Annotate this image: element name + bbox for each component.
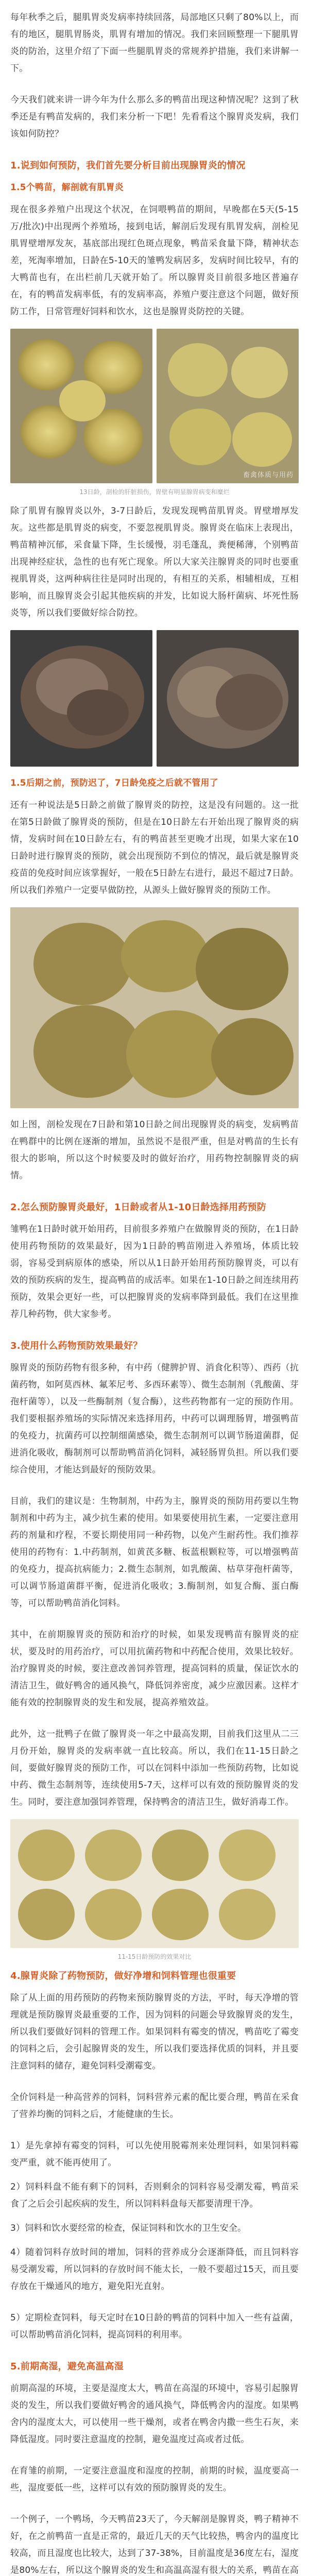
section-heading: 5.前期高湿，避免高温高湿 <box>10 2361 124 2372</box>
photo-chick-stomach-right <box>157 329 299 483</box>
photo-block <box>10 1819 299 1962</box>
body-paragraph: 除了肌胃有腺胃炎以外，3-7日龄后，发现发现鸭苗肌胃炎。胃壁增厚发灰。这些都是肌胃炎的病变，不要忽视肌胃炎。腺胃炎在临床上表现出，鸭苗精神沉郁，采食量下降，生长缓慢，羽毛蓬乱，粪便稀薄，个别鸭苗出现神经症状，急性的也有死亡现象。所以大家关注腺胃炎的同时也要重视肌胃炎，这两种病往往是同时出现的，有相互的关系，相辅相成，互相影响，而且腺胃炎会引起其他疾病的并发，比如说大肠杆菌病、坏死性肠炎等，所以我们要做好综合防控。 <box>10 506 299 618</box>
photo-block <box>10 630 299 775</box>
body-paragraph: 现在很多养殖户出现这个状况，在饲喂鸭苗的期间，早晚都在5天(5-15万/批次)中出现两个养殖场，接到电话，解剖后发现有肌胃发病，剖检见肌胃壁增厚发灰，基底部出现红色斑点现象，鸭苗采食量下降，精神状态差，死淘率增加，日龄在5-10天的雏鸭发病居多，发病时间比较早，有的大鸭苗也有，在出栏前几天就开始了。所以腺胃炎目前很多地区普遍存在，有的鸭苗发病率低，有的发病率高，养殖户要注意这个问题，做好预防工作，日常管理好饲料和饮水，这也是腺胃炎防控的关键。 <box>10 205 299 317</box>
body-paragraph: 腺胃炎的预防药物有很多种，有中药（健脾护胃、消食化积等）、西药（抗菌药物，如阿莫西林、氟苯尼考、多西环素等）、微生态制剂（乳酸菌、芽孢杆菌等），以及一些酶制剂（复合酶），这些药物都有一定的预防作用。我们要根据养殖场的实际情况来选择用药，中药可以调理肠胃，增强鸭苗的免疫力，抗菌药可以控制细菌感染，微生态制剂可以调节肠道菌群，促进消化吸收，酶制剂可以帮助鸭苗消化饲料，减轻肠胃负担。所以我们要综合使用，才能达到最好的预防效果。 <box>10 1363 299 1475</box>
intro-paragraph: 每年秋季之后，腿肌胃炎发病率持续回落，局部地区只剩了80%以上，而有的地区，腿肌胃肠炎，肌胃有增加的情况。我们来回顾整理一下腿肌胃炎的防治，这里介绍了下面一些腿肌胃炎的常规养护措施，我们来讲解一下。 <box>10 12 299 74</box>
body-paragraph: 雏鸭在1日龄时就开始用药，目前很多养殖户在做腺胃炎的预防，在1日龄使用药物预防的效果最好，因为1日龄的鸭苗刚进入养殖场，体质比较弱，容易受到病原体的感染，所以从1日龄开始用药预防腺胃炎，可以有效的预防疾病的发生，提高鸭苗的成活率。如果在1-10日龄之间连续用药预防，效果会更好一些，可以把腺胃炎的发病率降到最低。我们在这里推荐几种药物，供大家参考。 <box>10 1224 299 1319</box>
photo-wide-dissection <box>10 907 299 1108</box>
list-item: 4）随着饲料存放时间的增加，饲料的营养成分会逐渐降低，而且饲料容易受潮发霉，所以饲料的存放时间不能太长，一般不要超过15天，而且要存放在干燥通风的地方，避免阳光直射。 <box>10 2247 299 2292</box>
photo-caption: 11-15日龄预防的效果对比 <box>117 1953 192 1960</box>
photo-block <box>10 329 299 498</box>
body-paragraph: 此外，这一批鸭子在做了腺胃炎一年之中最高发期，目前我们这里从二三月份开始，腺胃炎的发病率就一直比较高。所以，我们在11-15日龄之间，要做好腺胃炎的预防工作，可以在饲料中添加一些预防药物，比如说中药、微生态制剂等，连续使用5-7天，这样可以有效的预防腺胃炎的发生。同时，要注意加强饲养管理，保持鸭舍的清洁卫生，做好消毒工作。 <box>10 1729 299 1807</box>
body-paragraph: 除了从上面的用药预防的药物来预防腺胃炎的方法，平时，每天净增的管理就是预防腺胃炎最重要的工作，因为饲料的问题会导致腺胃炎的发生，所以我们要做好饲料的管理工作。如果饲料有霉变的情况，鸭苗吃了霉变的饲料之后，会引起腺胃炎的发生，所以我们要选择优质的饲料，并且要注意饲料的储存，避免饲料受潮霉变。 <box>10 1993 299 2071</box>
section-heading: 3.使用什么药物预防效果最好？ <box>10 1341 143 1351</box>
photo-block <box>10 907 299 1116</box>
body-paragraph: 还有一种说法是5日龄之前做了腺胃炎的防控，这是没有问题的。这一批在第5日龄做了腺胃炎的预防，但是在10日龄左右开始出现了腺胃炎的病情，发病时间在10日龄左右，有的鸭苗甚至更晚才出现，如果大家在10日龄时进行腺胃炎的预防，就会出现预防不到位的情况，最后就是腺胃炎疫苗的免疫时间应该掌握好，一般在5日龄左右进行，最迟不超过7日龄。所以我们养殖户一定要早做防控，从源头上做好腺胃炎的预防工作。 <box>10 800 299 895</box>
photo-lesion-right <box>157 630 299 767</box>
subsection-heading: 1.5后期之前，预防迟了，7日龄免疫之后就不管用了 <box>10 778 218 788</box>
body-paragraph: 一个例子，一个鸭场，今天鸭苗23天了，今天解剖是腺胃炎，鸭子精神不好，在之前鸭苗一直是正常的，最近几天的天气比较热，鸭舍内的温度比较高，而且湿度也比较大，达到了37-38%，目前温度是36度左右，湿度是80%左右，所以这个腺胃炎的发生和高温高湿有很大的关系，鸭苗在高 <box>10 2514 299 2575</box>
intro-paragraph: 今天我们就来讲一讲今年为什么那么多的鸭苗出现这种情况呢？这到了秋季还是有鸭苗发病的，我们来分析一下吧！先看看这个腺胃炎发病，我们该如何防控？ <box>10 95 299 139</box>
body-paragraph: 如上图，剖检发现在7日龄和第10日龄之间出现腺胃炎的病变，发病鸭苗在鸭群中的比例在逐渐的增加，虽然说不是很严重，但是对鸭苗的生长有很大的影响，所以这个时候要及时的做好治疗，用药物控制腺胃炎的病情。 <box>10 1120 299 1181</box>
body-paragraph: 在育雏的前期，一定要注意温度和湿度的控制，前期的时候，温度要高一些，湿度要低一些，这样可以有效的预防腺胃炎的发生。 <box>10 2466 299 2493</box>
photo-caption: 13日龄，剖检的肝脏损伤，胃壁有明显腺胃病变和糜烂 <box>79 488 230 496</box>
section-heading: 4.腺胃炎除了药物预防，做好净增和饲料管理也很重要 <box>10 1971 236 1981</box>
list-item: 2）饲料料盘不能有剩下的饲料，否则剩余的饲料容易受潮发霉，鸭苗采食了之后会引起疾病的发生，所以饲料料盘每天都要清理干净。 <box>10 2182 299 2209</box>
section-heading: 1.说到如何预防，我们首先要分析目前出现腺胃炎的情况 <box>10 160 246 171</box>
body-paragraph: 5）定期检查饲料，每天定时在10日龄的鸭苗的饲料中加入一些有益菌，可以帮助鸭苗消化饲料，提高饲料的利用率。 <box>10 2313 299 2340</box>
list-item: 1）是先拿掉有霉变的饲料，可以先使用脱霉剂来处理饲料，如果饲料霉变严重，就不能再使用了。 <box>10 2141 299 2168</box>
photo-lesion-left <box>10 630 152 767</box>
body-paragraph: 其中，在前期腺胃炎的预防和治疗的时候，如果发现鸭苗有腺胃炎的症状，要及时的用药治疗，可以用抗菌药物和中药配合使用，效果比较好。治疗腺胃炎的时候，要注意改善饲养管理，提高饲料的质量，保证饮水的清洁卫生，做好鸭舍的通风换气，降低饲养密度，减少应激因素。这样才能有效的控制腺胃炎的发生和发展，提高养殖效益。 <box>10 1630 299 1708</box>
list-item: 3）饲料和饮水要经常的检查，保证饲料和饮水的卫生安全。 <box>10 2223 247 2233</box>
body-paragraph: 前期高湿的环境，主要是湿度太大，鸭苗在高湿的环境中，容易引起腺胃炎的发生，所以我们要做好鸭舍的通风换气，降低鸭舍内的湿度。如果鸭舍内的湿度太大，可以使用一些干燥剂，或者在鸭舍内撒一些生石灰，来降低湿度。同时要注意温度的控制，避免温度过高或者过低。 <box>10 2383 299 2445</box>
section-heading: 2.怎么预防腺胃炎最好，1日龄或者从1-10日龄选择用药预防 <box>10 1202 266 1213</box>
photo-chick-stomach-left <box>10 329 152 483</box>
photo-comparison-grid <box>10 1819 299 1948</box>
watermark: 畜禽体质与用药 <box>243 471 294 479</box>
subsection-heading: 1.5个鸭苗，解剖就有肌胃炎 <box>10 182 124 193</box>
body-paragraph: 全价饲料是一种高营养的饲料，饲料营养元素的配比要合理，鸭苗在采食了营养均衡的饲料之后，才能健康的生长。 <box>10 2092 299 2120</box>
body-paragraph: 目前，我们的建议是：生物制剂，中药为主，腺胃炎的预防用药要以生物制剂和中药为主，减少抗生素的使用。如果要使用抗生素，一定要注意用药的剂量和疗程，不要长期使用同一种药物，以免产生耐药性。我们推荐使用的药物有：1.中药制剂，如黄芪多糖、板蓝根颗粒等，可以增强鸭苗的免疫力，提高抗病能力；2.微生态制剂，如乳酸菌、枯草芽孢杆菌等，可以调节肠道菌群平衡，促进消化吸收；3.酶制剂，如复合酶、蛋白酶等，可以帮助鸭苗消化饲料。 <box>10 1496 299 1608</box>
